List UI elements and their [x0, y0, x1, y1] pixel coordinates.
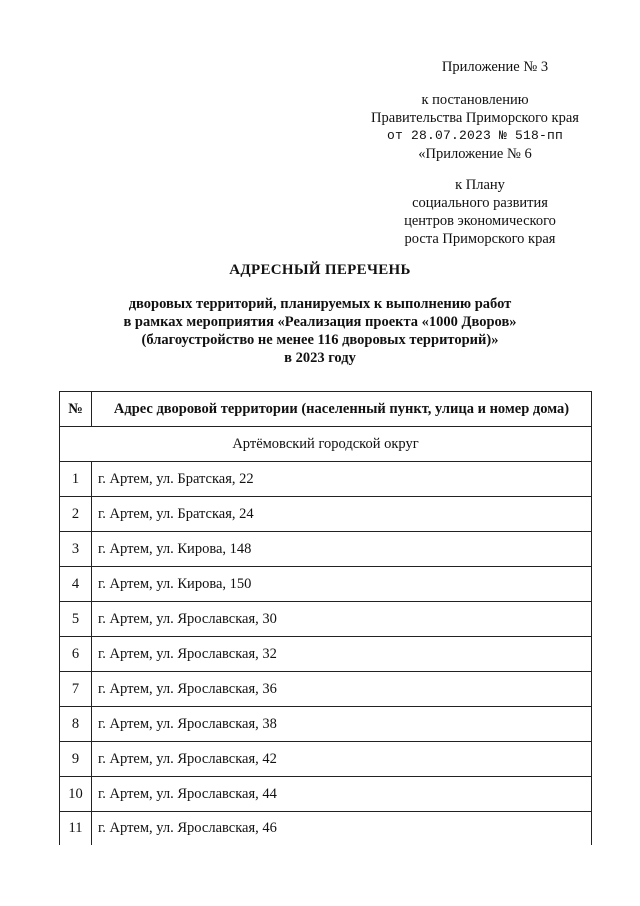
section-row — [60, 427, 592, 462]
column-header-number: № — [60, 392, 92, 427]
row-number: 4 — [60, 567, 92, 602]
table-row — [60, 672, 592, 707]
column-header-address: Адрес дворовой территории (населенный пункт, улица и номер дома) — [92, 392, 592, 427]
row-number: 3 — [60, 532, 92, 567]
resolution-date-number: от 28.07.2023 № 518-пп — [386, 128, 564, 143]
table-row — [60, 742, 592, 777]
row-number: 9 — [60, 742, 92, 777]
row-number: 7 — [60, 672, 92, 707]
row-address: г. Артем, ул. Ярославская, 30 — [92, 602, 592, 637]
subtitle-line: (благоустройство не менее 116 дворовых территорий)» — [141, 332, 499, 348]
subtitle-line: дворовых территорий, планируемых к выполнению работ — [128, 296, 512, 312]
document-subtitle — [80, 295, 560, 367]
table-row — [60, 567, 592, 602]
row-address: г. Артем, ул. Кирова, 148 — [92, 532, 592, 567]
row-number: 8 — [60, 707, 92, 742]
row-number: 5 — [60, 602, 92, 637]
table-row — [60, 532, 592, 567]
table-row — [60, 777, 592, 812]
annex-resolution-line: к постановлению — [421, 92, 529, 108]
row-address: г. Артем, ул. Кирова, 150 — [92, 567, 592, 602]
table-body — [60, 427, 592, 846]
row-address: г. Артем, ул. Ярославская, 32 — [92, 637, 592, 672]
table-header-row — [60, 392, 592, 427]
annex-resolution-line: «Приложение № 6 — [418, 146, 532, 162]
document-title: АДРЕСНЫЙ ПЕРЕЧЕНЬ — [229, 262, 411, 278]
table-row — [60, 602, 592, 637]
annex-plan-line: роста Приморского края — [404, 231, 556, 247]
subtitle-line: в 2023 году — [284, 350, 356, 366]
row-number: 6 — [60, 637, 92, 672]
row-address: г. Артем, ул. Братская, 24 — [92, 497, 592, 532]
subtitle-line: в рамках мероприятия «Реализация проекта «1000 Дворов» — [123, 314, 517, 330]
annex-plan-line: центров экономического — [404, 213, 556, 229]
row-number: 1 — [60, 462, 92, 497]
row-address: г. Артем, ул. Ярославская, 46 — [92, 812, 592, 846]
row-address: г. Артем, ул. Ярославская, 44 — [92, 777, 592, 812]
table-row — [60, 707, 592, 742]
row-number: 10 — [60, 777, 92, 812]
address-table — [59, 391, 592, 845]
row-number: 11 — [60, 812, 92, 846]
row-address: г. Артем, ул. Братская, 22 — [92, 462, 592, 497]
annex-plan-block — [380, 176, 580, 248]
section-title: Артёмовский городской округ — [60, 427, 592, 462]
table-row — [60, 812, 592, 846]
table-row — [60, 462, 592, 497]
row-number: 2 — [60, 497, 92, 532]
annex-plan-line: социального развития — [412, 195, 548, 211]
row-address: г. Артем, ул. Ярославская, 38 — [92, 707, 592, 742]
annex-number: Приложение № 3 — [441, 59, 549, 75]
annex-resolution-line: Правительства Приморского края — [371, 110, 579, 126]
row-address: г. Артем, ул. Ярославская, 36 — [92, 672, 592, 707]
annex-plan-line: к Плану — [455, 177, 505, 193]
annex-resolution-block — [355, 91, 595, 163]
row-address: г. Артем, ул. Ярославская, 42 — [92, 742, 592, 777]
table-row — [60, 637, 592, 672]
table-row — [60, 497, 592, 532]
